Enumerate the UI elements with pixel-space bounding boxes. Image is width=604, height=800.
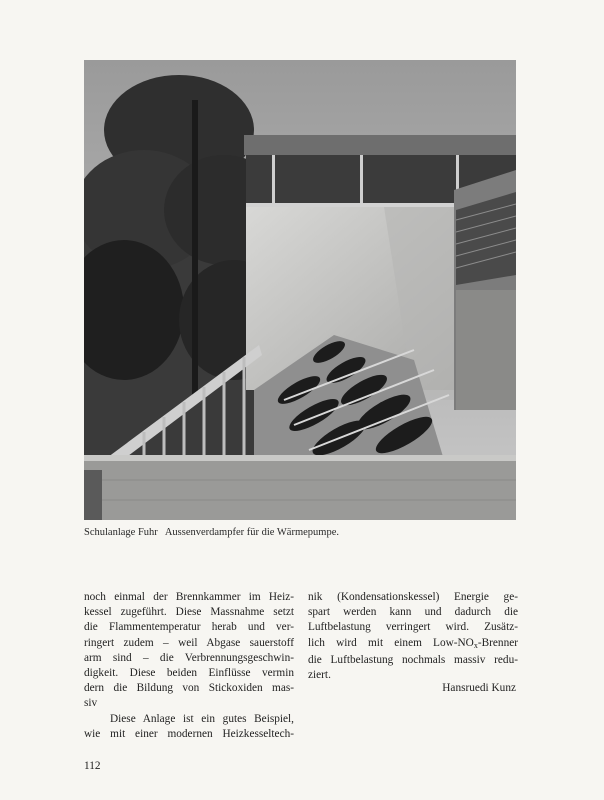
text-line: digkeit. Diese beiden Einflüsse vermin: [84, 667, 294, 680]
text-fragment: -Brenner: [477, 636, 518, 649]
text-line: nik (Kondensationskessel) Energie ge-: [308, 591, 518, 603]
right-column: [308, 590, 518, 683]
text-line: Luftbelastung verringert wird. Zusätz-: [308, 621, 518, 634]
text-fragment: lich wird mit einem Low-NO: [308, 636, 474, 649]
text-line: [308, 636, 518, 653]
text-line: ringert zudem – weil Abgase sauerstoff: [84, 636, 294, 649]
text-line: arm sind – die Verbrennungsgeschwin-: [84, 651, 294, 664]
text-line: kessel zugeführt. Diese Massnahme setzt: [84, 606, 294, 619]
text-line: Diese Anlage ist ein gutes Beispiel,: [110, 712, 294, 725]
text-line: dern die Bildung von Stickoxiden mas-: [84, 682, 294, 695]
text-line: die Flammentemperatur herab und ver-: [84, 621, 294, 634]
figure-caption: [84, 527, 516, 538]
left-column: [84, 590, 294, 742]
author-name: Hansruedi Kunz: [442, 682, 516, 694]
figure-photo: [84, 60, 516, 520]
text-line: noch einmal der Brennkammer im Heiz-: [84, 591, 294, 603]
evaporator-photo: [84, 60, 516, 520]
caption-text: Aussenverdampfer für die Wärmepumpe.: [164, 527, 339, 538]
text-line: spart werden kann und dadurch die: [308, 606, 518, 619]
text-line: ziert.: [308, 669, 331, 682]
subscript: x: [473, 640, 478, 650]
concrete-wall: [84, 455, 516, 520]
page-number: 112: [84, 760, 101, 772]
text-line: die Luftbelastung nochmals massiv redu-: [308, 653, 518, 666]
text-line: wie mit einer modernen Heizkesseltech-: [84, 727, 294, 740]
caption-place: Schulanlage Fuhr: [84, 527, 158, 538]
text-line: siv: [84, 697, 98, 710]
